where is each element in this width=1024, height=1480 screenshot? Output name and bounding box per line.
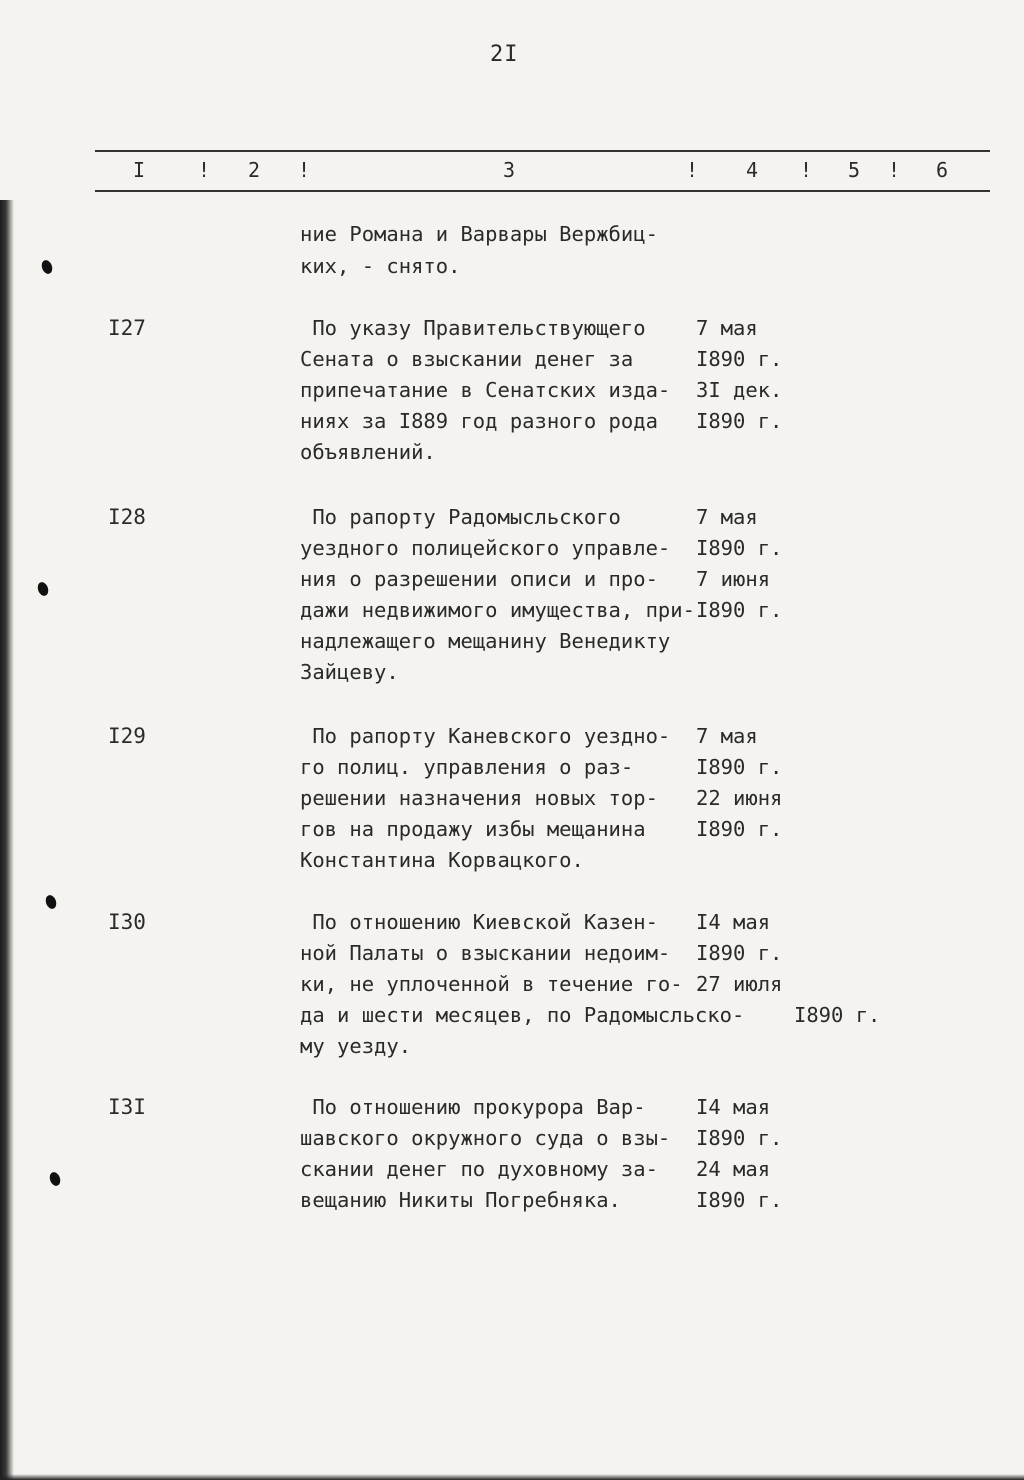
date-line: I890 г. <box>696 755 783 779</box>
header-col-5: 5 <box>848 158 861 182</box>
entry-number: I28 <box>108 505 146 529</box>
text-line: ной Палаты о взыскании недоим- <box>300 941 671 965</box>
punch-hole-mark <box>40 259 54 276</box>
text-line: решении назначения новых тор- <box>300 786 658 810</box>
date-line: 3I дек. <box>696 378 783 402</box>
text-line: шавского окружного суда о взы- <box>300 1126 671 1150</box>
text-line: ких, - снято. <box>300 254 461 278</box>
date-line: I890 г. <box>696 941 783 965</box>
date-line: I890 г. <box>696 409 783 433</box>
entry-number: I27 <box>108 316 146 340</box>
header-sep-2: ! <box>298 158 311 182</box>
date-line: I4 мая <box>696 910 771 934</box>
page-number: 2I <box>490 42 519 67</box>
date-line: I890 г. <box>696 1126 783 1150</box>
date-line: 7 мая <box>696 724 758 748</box>
date-line: I890 г. <box>794 1003 881 1027</box>
header-col-6: 6 <box>936 158 949 182</box>
date-line: I890 г. <box>696 598 783 622</box>
header-col-3: 3 <box>503 158 516 182</box>
text-line: По отношению Киевской Казен- <box>300 910 658 934</box>
header-col-1: I <box>133 158 146 182</box>
date-line: 7 июня <box>696 567 771 591</box>
text-line: припечатание в Сенатских изда- <box>300 378 671 402</box>
text-line: уездного полицейского управле- <box>300 536 671 560</box>
scan-shadow-bottom <box>0 1474 1024 1480</box>
text-line: надлежащего мещанину Венедикту <box>300 629 671 653</box>
entry-number: I29 <box>108 724 146 748</box>
text-line: скании денег по духовному за- <box>300 1157 658 1181</box>
text-line: вещанию Никиты Погребняка. <box>300 1188 621 1212</box>
date-line: I4 мая <box>696 1095 771 1119</box>
date-line: 7 мая <box>696 316 758 340</box>
header-sep-3: ! <box>686 158 699 182</box>
scan-shadow-left <box>0 200 14 1480</box>
date-line: 27 июля <box>696 972 783 996</box>
text-line: ниях за I889 год разного рода <box>300 409 658 433</box>
date-line: I890 г. <box>696 1188 783 1212</box>
text-line: ния о разрешении описи и про- <box>300 567 658 591</box>
text-line: Зайцеву. <box>300 660 399 684</box>
date-line: 22 июня <box>696 786 783 810</box>
header-sep-5: ! <box>888 158 901 182</box>
punch-hole-mark <box>44 894 58 911</box>
entry-number: I3I <box>108 1095 146 1119</box>
header-sep-1: ! <box>198 158 211 182</box>
text-line: По отношению прокурора Вар- <box>300 1095 646 1119</box>
header-col-2: 2 <box>248 158 261 182</box>
text-line: По рапорту Каневского уездно- <box>300 724 671 748</box>
text-line: Сената о взыскании денег за <box>300 347 634 371</box>
header-sep-4: ! <box>800 158 813 182</box>
entry-number: I30 <box>108 910 146 934</box>
text-line: гов на продажу избы мещанина <box>300 817 646 841</box>
date-line: I890 г. <box>696 536 783 560</box>
header-rule-top <box>95 150 990 152</box>
text-line: ние Романа и Варвары Вержбиц- <box>300 222 658 246</box>
header-rule-bottom <box>95 190 990 192</box>
text-line: го полиц. управления о раз- <box>300 755 634 779</box>
date-line: I890 г. <box>696 817 783 841</box>
date-line: 7 мая <box>696 505 758 529</box>
text-line: Константина Корвацкого. <box>300 848 584 872</box>
text-line: По рапорту Радомысльского <box>300 505 621 529</box>
text-line: объявлений. <box>300 440 436 464</box>
date-line: I890 г. <box>696 347 783 371</box>
punch-hole-mark <box>36 581 50 598</box>
text-line: ки, не уплоченной в течение го- <box>300 972 683 996</box>
punch-hole-mark <box>48 1171 62 1188</box>
text-line: да и шести месяцев, по Радомысльско- <box>300 1003 745 1027</box>
text-line: му уезду. <box>300 1034 412 1058</box>
date-line: 24 мая <box>696 1157 771 1181</box>
header-col-4: 4 <box>746 158 759 182</box>
text-line: По указу Правительствующего <box>300 316 646 340</box>
text-line: дажи недвижимого имущества, при- <box>300 598 695 622</box>
